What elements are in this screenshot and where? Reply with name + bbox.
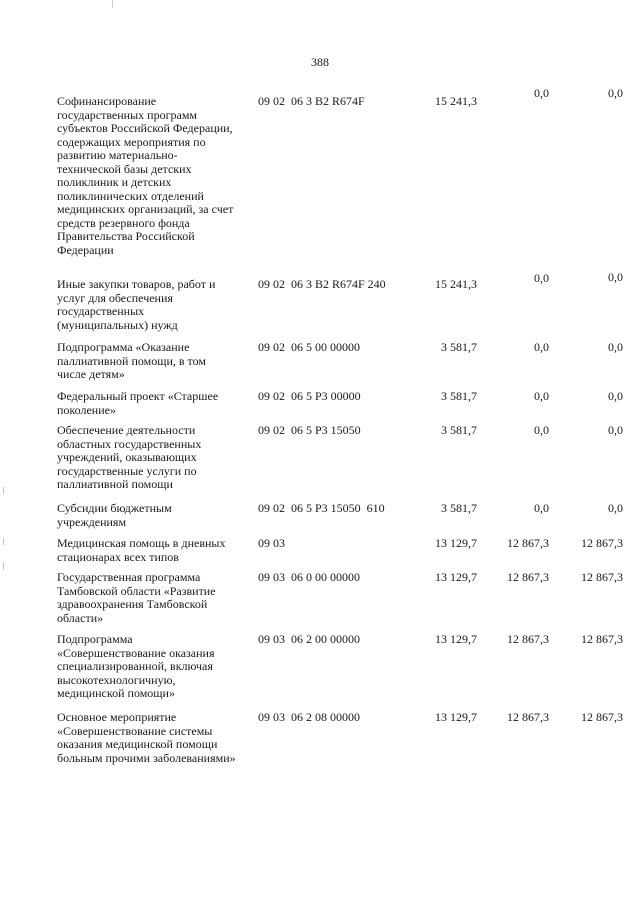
row-name: Софинансирование государственных программ субъектов Российской Федерации, содержащих мероприятия по развитию материально- технической базы детских поликлиник и детских поликлинических отделений медицинских организаций, за счет средств резервного фонда Правительства Российской Федерации: [57, 94, 234, 257]
row-value-1: 13 129,7: [435, 710, 477, 724]
row-value-3: 0,0: [608, 389, 623, 403]
row-code: 09 02 06 3 B2 R674F: [258, 94, 365, 108]
margin-mark: [3, 538, 4, 545]
row-value-2: 12 867,3: [507, 570, 549, 584]
row-code: 09 02 06 5 P3 15050: [258, 423, 361, 437]
row-value-1: 13 129,7: [435, 570, 477, 584]
row-value-2: 0,0: [534, 340, 549, 354]
margin-mark: [3, 563, 4, 570]
row-value-3: 12 867,3: [581, 632, 623, 646]
row-code: 09 02 06 5 P3 00000: [258, 389, 361, 403]
row-value-3: 0,0: [608, 270, 623, 284]
row-code: 09 02 06 5 P3 15050 610: [258, 501, 385, 515]
row-name: Основное мероприятие «Совершенствование системы оказания медицинской помощи больным прочими заболеваниями»: [57, 710, 236, 765]
row-value-2: 12 867,3: [507, 536, 549, 550]
row-code: 09 02 06 5 00 00000: [258, 340, 360, 354]
row-value-3: 12 867,3: [581, 536, 623, 550]
row-code: 09 02 06 3 B2 R674F 240: [258, 277, 386, 291]
row-value-2: 0,0: [534, 389, 549, 403]
row-name: Субсидии бюджетным учреждениям: [57, 501, 172, 529]
row-value-3: 0,0: [608, 86, 623, 100]
row-value-3: 0,0: [608, 340, 623, 354]
row-name: Медицинская помощь в дневных стационарах всех типов: [57, 536, 226, 564]
row-value-2: 0,0: [534, 86, 549, 100]
row-value-1: 3 581,7: [441, 423, 477, 437]
row-value-1: 3 581,7: [441, 340, 477, 354]
page-number: 388: [311, 55, 329, 69]
row-code: 09 03 06 2 08 00000: [258, 710, 360, 724]
row-name: Подпрограмма «Совершенствование оказания специализированной, включая высокотехнологичную, медицинской помощи»: [57, 632, 215, 700]
row-value-3: 0,0: [608, 501, 623, 515]
row-name: Обеспечение деятельности областных государственных учреждений, оказывающих государственные услуги по паллиативной помощи: [57, 423, 202, 491]
row-value-1: 3 581,7: [441, 501, 477, 515]
row-value-1: 13 129,7: [435, 536, 477, 550]
row-value-1: 15 241,3: [435, 94, 477, 108]
row-value-2: 12 867,3: [507, 632, 549, 646]
row-code: 09 03 06 2 00 00000: [258, 632, 360, 646]
row-name: Государственная программа Тамбовской области «Развитие здравоохранения Тамбовской области»: [57, 570, 216, 625]
row-value-3: 0,0: [608, 423, 623, 437]
margin-mark: [3, 487, 4, 494]
row-value-3: 12 867,3: [581, 570, 623, 584]
row-value-3: 12 867,3: [581, 710, 623, 724]
row-value-2: 0,0: [534, 501, 549, 515]
row-value-1: 13 129,7: [435, 632, 477, 646]
row-name: Федеральный проект «Старшее поколение»: [57, 389, 219, 417]
row-value-1: 3 581,7: [441, 389, 477, 403]
row-name: Иные закупки товаров, работ и услуг для обеспечения государственных (муниципальных) нужд: [57, 277, 216, 332]
row-code: 09 03 06 0 00 00000: [258, 570, 360, 584]
row-value-2: 0,0: [534, 271, 549, 285]
row-value-2: 12 867,3: [507, 710, 549, 724]
row-value-2: 0,0: [534, 423, 549, 437]
scan-mark: [112, 0, 113, 8]
row-code: 09 03: [258, 536, 285, 550]
row-name: Подпрограмма «Оказание паллиативной помощи, в том числе детям»: [57, 340, 207, 381]
row-value-1: 15 241,3: [435, 277, 477, 291]
